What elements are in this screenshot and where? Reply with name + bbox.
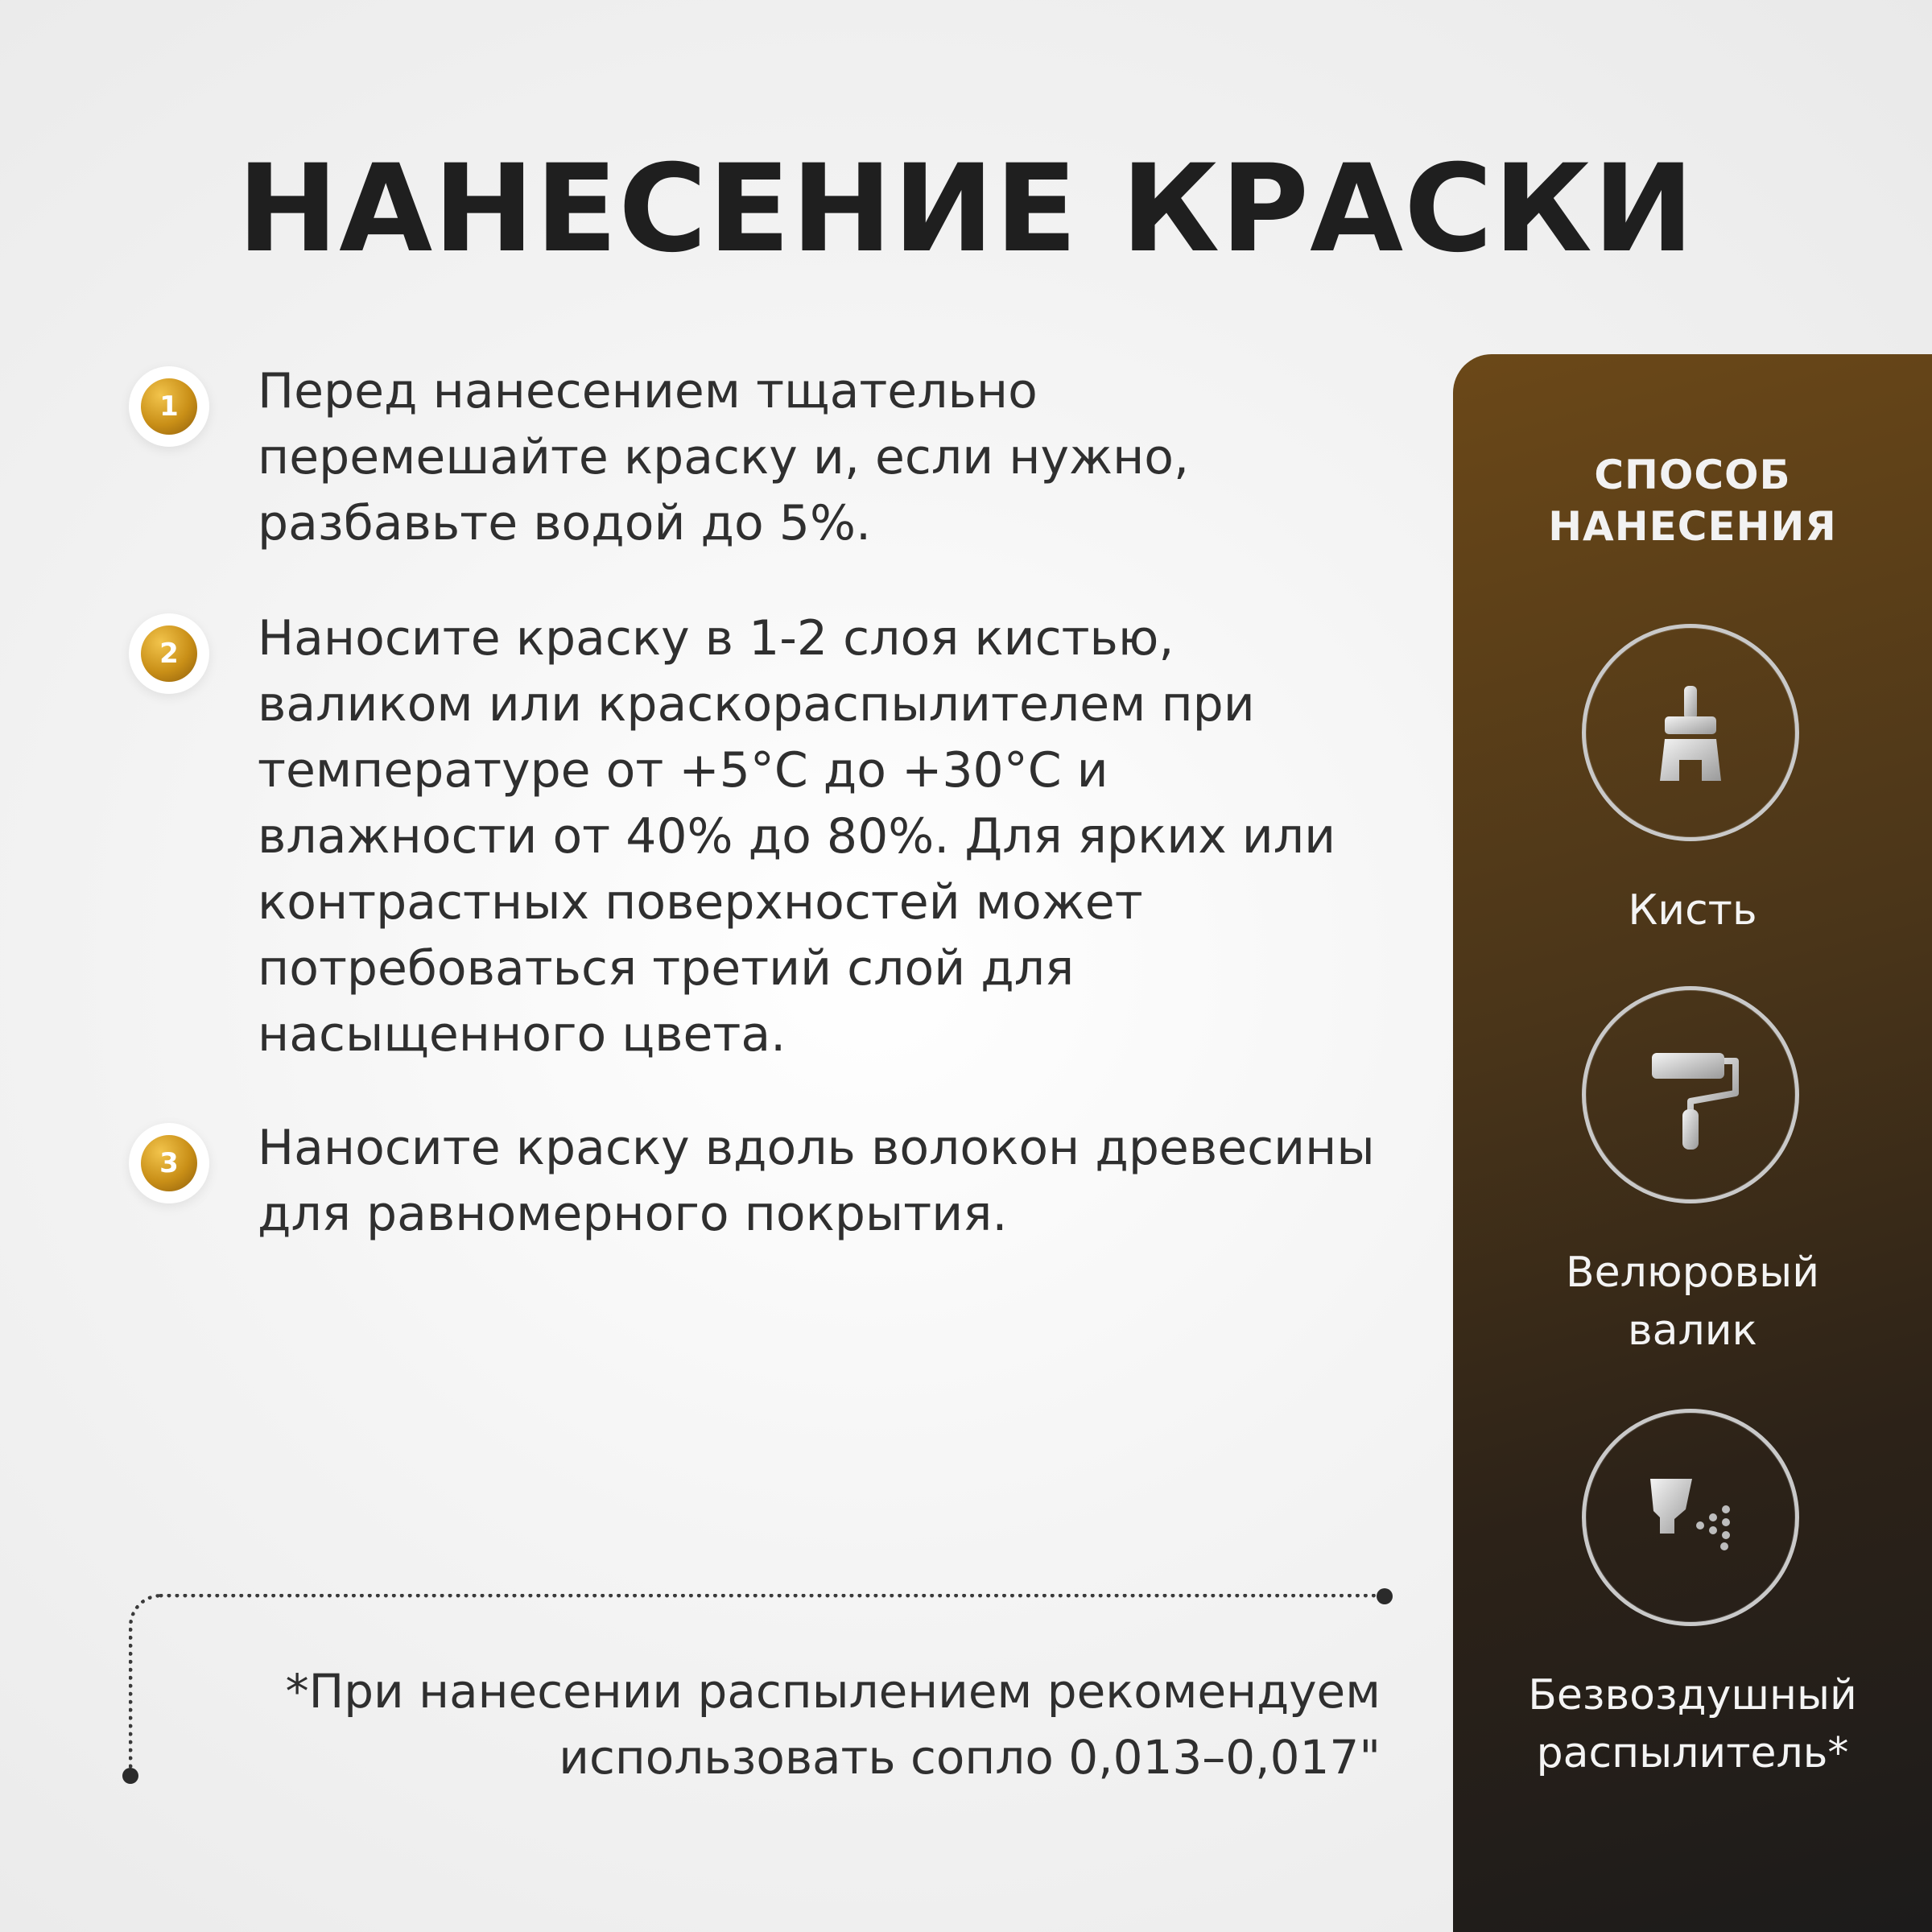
bracket-dot-right — [1377, 1588, 1393, 1604]
step-number-1: 1 — [141, 378, 197, 435]
panel-title — [1453, 449, 1932, 552]
roller-label — [1453, 1244, 1932, 1360]
roller-method-circle — [1582, 986, 1799, 1203]
spray-method-circle — [1582, 1409, 1799, 1626]
spray-label-line-2: распылитель* — [1536, 1729, 1849, 1777]
spray-label-line-1: Безвоздушный — [1528, 1671, 1857, 1719]
roller-icon — [1586, 990, 1795, 1199]
step-text-1: Перед нанесением тщательно перемешайте краску и, если нужно, разбавьте водой до 5%. — [258, 363, 1190, 551]
application-method-panel — [1453, 354, 1932, 1932]
panel-title-line-2: НАНЕСЕНИЯ — [1548, 503, 1837, 550]
brush-label — [1453, 881, 1932, 939]
step-number-3: 3 — [141, 1135, 197, 1191]
step-badge-2 — [129, 613, 209, 694]
step-badge-1 — [129, 366, 209, 447]
brush-icon — [1586, 628, 1795, 837]
spray-label — [1453, 1666, 1932, 1782]
step-number-2: 2 — [141, 625, 197, 682]
brush-label-text: Кисть — [1628, 886, 1757, 935]
step-text-2: Наносите краску в 1-2 слоя кистью, валиком или краскораспылителем при температуре от +5°С до +30°С и влажности от 40% до 80%. Для ярких или контрастных поверхностей может потребоваться третий слой для насыщенного цвета. — [258, 610, 1336, 1063]
spray-note-line-2: использовать сопло 0,013–0,017" — [559, 1730, 1381, 1785]
panel-title-line-1: СПОСОБ — [1594, 452, 1791, 498]
spray-note-line-1: *При нанесении распылением рекомендуем — [285, 1664, 1381, 1719]
brush-method-circle — [1582, 624, 1799, 841]
step-badge-3 — [129, 1123, 209, 1203]
roller-label-line-1: Велюровый — [1566, 1249, 1819, 1297]
spray-gun-icon — [1586, 1413, 1795, 1622]
page-title: НАНЕСЕНИЕ КРАСКИ — [237, 139, 1695, 279]
roller-label-line-2: валик — [1628, 1307, 1757, 1355]
step-text-3: Наносите краску вдоль волокон древесины для равномерного покрытия. — [258, 1120, 1375, 1242]
spray-note — [173, 1658, 1381, 1790]
bracket-dot-left — [122, 1768, 138, 1784]
